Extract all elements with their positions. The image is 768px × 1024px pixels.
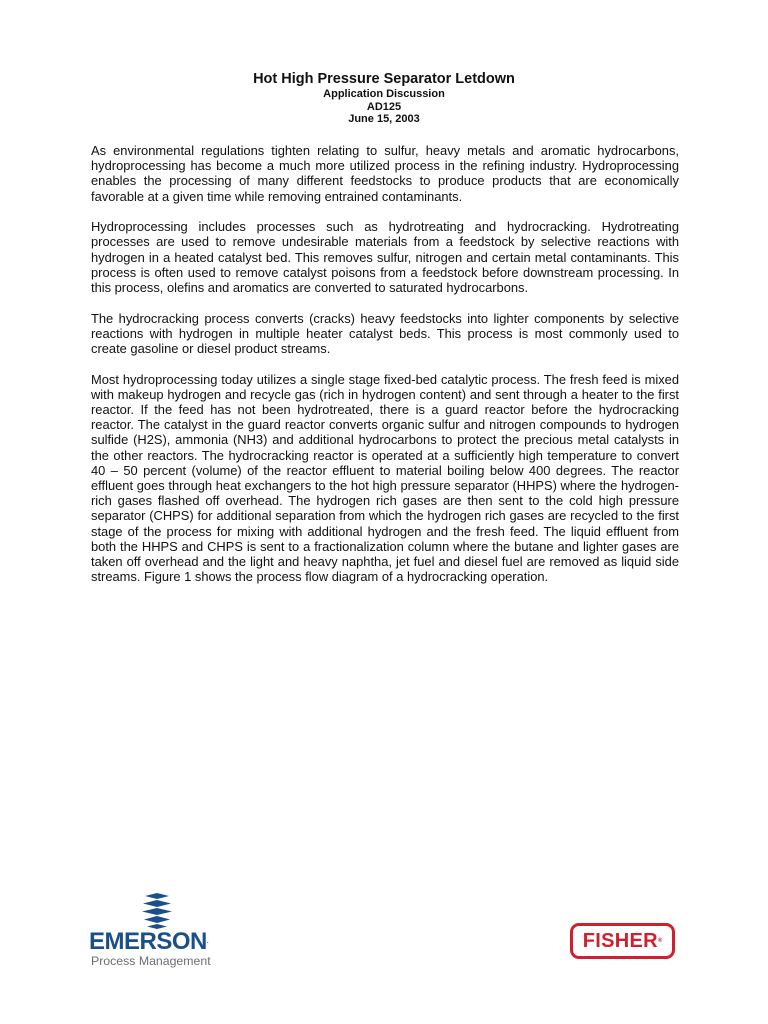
emerson-wordmark: EMERSON.: [89, 928, 209, 955]
document-header: [0, 70, 768, 126]
document-date: June 15, 2003: [348, 113, 420, 125]
document-subtitle: Application Discussion: [323, 88, 445, 100]
paragraph-1: As environmental regulations tighten relating to sulfur, heavy metals and aromatic hydrocarbons, hydroprocessing has become a much more utilized process in the refining industry. Hydroprocessing enables the processing of many different feedstocks to produce products that are economically favorable at a given time while removing entrained contaminants.: [91, 143, 679, 204]
document-id: AD125: [366, 100, 402, 113]
document-body: [91, 143, 679, 600]
fisher-logo: [570, 923, 675, 959]
paragraph-4: Most hydroprocessing today utilizes a single stage fixed-bed catalytic process. The fresh feed is mixed with makeup hydrogen and recycle gas (rich in hydrogen content) and sent through a heater to the first reactor. If the feed has not been hydrotreated, there is a guard reactor before the hydrocracking reactor. The catalyst in the guard reactor converts organic sulfur and nitrogen compounds to hydrogen sulfide (H2S), ammonia (NH3) and additional hydrocarbons to protect the precious metal catalysts in the other reactors. The hydrocracking reactor is operated at a sufficiently high temperature to convert 40 – 50 percent (volume) of the reactor effluent to material boiling below 400 degrees. The reactor effluent goes through heat exchangers to the hot high pressure separator (HHPS) where the hydrogen-rich gases flashed off overhead. The hydrogen rich gases are then sent to the cold high pressure separator (CHPS) for additional separation from which the hydrogen rich gases are recycled to the first stage of the process for mixing with additional hydrogen and the fresh feed. The liquid effluent from both the HHPS and CHPS is sent to a fractionalization column where the butane and lighter gases are taken off overhead and the light and heavy naphtha, jet fuel and diesel fuel are removed as liquid side streams. Figure 1 shows the process flow diagram of a hydrocracking operation.: [91, 371, 679, 585]
paragraph-2: Hydroprocessing includes processes such as hydrotreating and hydrocracking. Hydrotreating processes are used to remove undesirable materials from a feedstock by selective reactions with hydrogen in a heated catalyst bed. This removes sulfur, nitrogen and certain metal contaminants. This process is often used to remove catalyst poisons from a feedstock before downstream processing. In this process, olefins and aromatics are converted to saturated hydrocarbons.: [91, 219, 679, 296]
emerson-mark-icon: [142, 893, 174, 929]
paragraph-3: The hydrocracking process converts (cracks) heavy feedstocks into lighter components by selective reactions with hydrogen in multiple heater catalyst beds. This process is most commonly used to create gasoline or diesel product streams.: [91, 310, 679, 357]
fisher-wordmark: FISHER®: [582, 930, 663, 952]
emerson-logo: [89, 893, 234, 973]
document-title: Hot High Pressure Separator Letdown: [253, 71, 515, 87]
emerson-tagline: Process Management: [91, 954, 211, 968]
